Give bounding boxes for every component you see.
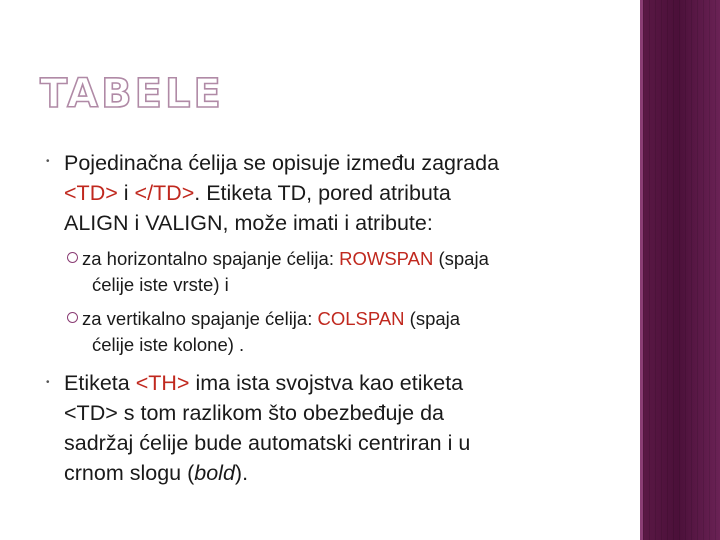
- sub2-line2: ćelije iste kolone) .: [92, 334, 245, 355]
- sub1-line1: za horizontalno spajanje ćelija: ROWSPAN (spaja: [82, 248, 489, 269]
- item1-line1: Pojedinačna ćelija se opisuje između zagrada: [64, 151, 500, 175]
- item2-line4: crnom slogu (bold).: [64, 461, 249, 485]
- decorative-side-band: [643, 0, 720, 540]
- bold-word: bold: [194, 461, 235, 485]
- sub1-line2: ćelije iste vrste) i: [92, 274, 229, 295]
- slide-title: TABELE: [40, 71, 224, 117]
- item1-line2: <TD> i </TD>. Etiketa TD, pored atributa: [64, 181, 451, 205]
- rowspan-keyword: ROWSPAN: [339, 248, 434, 269]
- sub-bullet-marker-2: [67, 312, 78, 323]
- item2-line1: Etiketa <TH> ima ista svojstva kao etiketa: [64, 371, 464, 395]
- item1-line3: ALIGN i VALIGN, može imati i atribute:: [64, 211, 433, 235]
- item2-line2: <TD> s tom razlikom što obezbeđuje da: [64, 401, 445, 425]
- td-close-tag: </TD>: [134, 181, 195, 205]
- bullet-marker-2: •: [46, 377, 50, 388]
- bullet-marker-1: •: [46, 156, 50, 167]
- colspan-keyword: COLSPAN: [317, 308, 405, 329]
- item2-line3: sadržaj ćelije bude automatski centriran i u: [64, 431, 471, 455]
- sub2-line1: za vertikalno spajanje ćelija: COLSPAN (spaja: [82, 308, 461, 329]
- th-tag: <TH>: [135, 371, 190, 395]
- sub-bullet-marker-1: [67, 252, 78, 263]
- td-open-tag: <TD>: [64, 181, 118, 205]
